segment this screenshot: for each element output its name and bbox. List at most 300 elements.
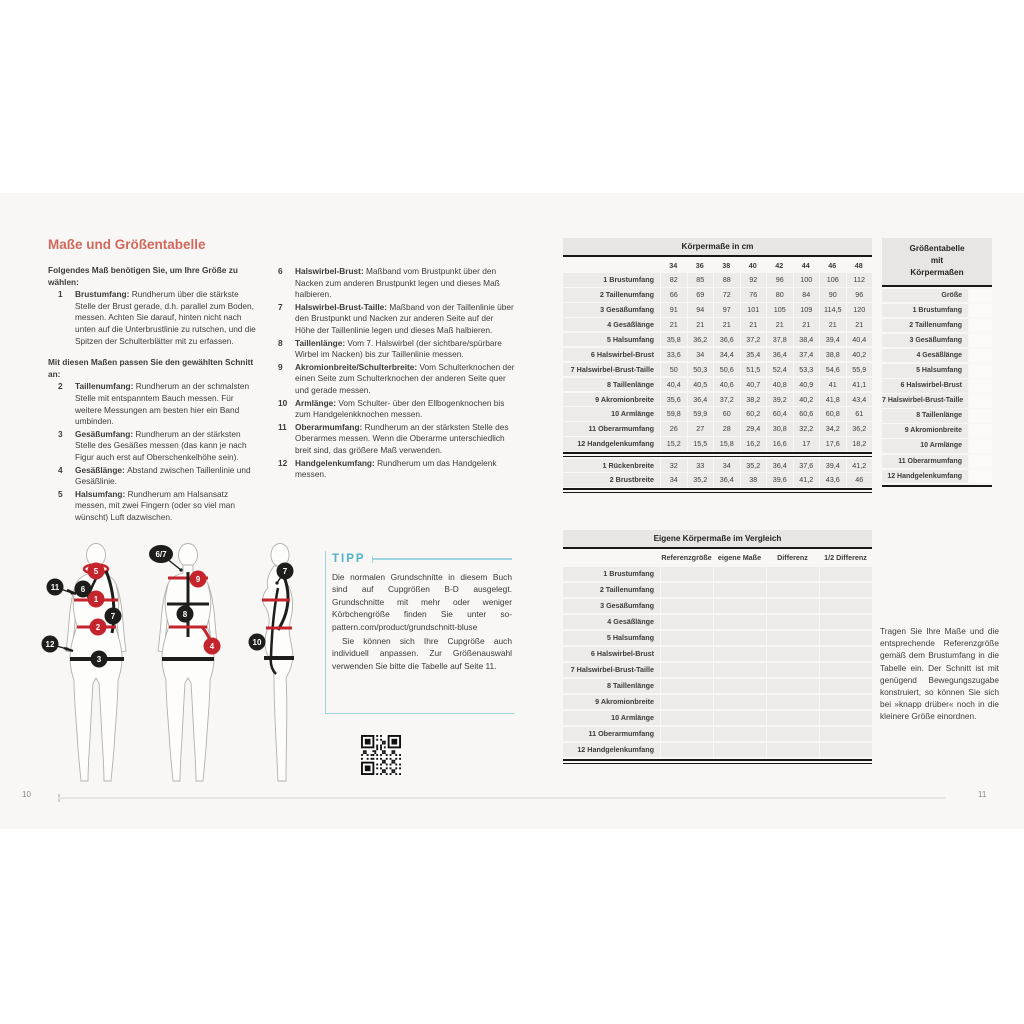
empty-fill-in-cell — [968, 304, 992, 318]
empty-fill-in-cell — [660, 679, 713, 694]
value-cell: 40,4 — [660, 378, 687, 391]
qr-module — [376, 764, 378, 766]
figure-badge-label: 7 — [282, 566, 288, 576]
instruction-item — [48, 381, 261, 427]
qr-module — [384, 743, 386, 745]
size-header-cell: 46 — [828, 260, 837, 270]
instruction-item — [48, 289, 261, 347]
qr-module — [372, 750, 374, 752]
value-cell: 72 — [713, 288, 740, 301]
column-header-cell: Referenzgröße — [661, 552, 712, 562]
figure-badge-label: 12 — [45, 639, 55, 649]
row-label-cell: 8 Taillenlänge — [563, 679, 660, 694]
instruction-number: 4 — [58, 464, 63, 475]
figure-badge-label: 4 — [209, 641, 215, 651]
value-cell: 36,4 — [687, 393, 714, 406]
qr-module — [374, 750, 376, 752]
value-cell: 21 — [713, 318, 740, 331]
value-cell: 41,8 — [819, 393, 846, 406]
size-header-cell: 38 — [722, 260, 731, 270]
value-cell: 34 — [687, 348, 714, 361]
row-label-cell: 2 Taillenumfang — [563, 288, 660, 301]
value-cell: 41,2 — [793, 473, 820, 486]
row-label-cell: 12 Handgelenkumfang — [563, 743, 660, 758]
value-cell: 76 — [740, 288, 767, 301]
qr-module — [374, 752, 376, 754]
value-cell: 82 — [660, 273, 687, 286]
qr-module — [365, 739, 371, 745]
page-number-left: 10 — [22, 790, 31, 799]
qr-module — [376, 745, 378, 747]
qr-module — [365, 750, 367, 752]
value-cell: 88 — [713, 273, 740, 286]
value-cell: 33 — [687, 459, 714, 472]
qr-module — [395, 764, 397, 766]
qr-module — [380, 748, 382, 750]
row-label-cell: 12 Handgelenkumfang — [882, 470, 968, 484]
empty-fill-in-cell — [819, 631, 872, 646]
table-row — [882, 379, 992, 393]
measure-list-choose — [48, 289, 261, 347]
instruction-item — [48, 489, 261, 524]
qr-module — [390, 764, 392, 766]
qr-module — [380, 739, 382, 741]
value-cell: 60,4 — [766, 407, 793, 420]
empty-fill-in-cell — [819, 727, 872, 742]
qr-module — [363, 752, 365, 754]
instruction-number: 5 — [58, 488, 63, 499]
empty-fill-in-cell — [766, 727, 819, 742]
row-label-cell: 2 Brustbreite — [563, 473, 660, 486]
table-row — [563, 288, 872, 301]
value-cell: 84 — [793, 288, 820, 301]
value-cell: 59,8 — [660, 407, 687, 420]
qr-module — [393, 771, 395, 773]
value-cell: 36,2 — [687, 333, 714, 346]
value-cell: 41 — [819, 378, 846, 391]
empty-fill-in-cell — [660, 615, 713, 630]
instruction-text: Oberarmumfang: Rundherum an der stärksten Stelle des Oberarmes messen. Wenn die Oberarme unterschiedlich breit sind, das größere Maß verwenden. — [295, 421, 509, 455]
empty-fill-in-cell — [766, 743, 819, 758]
row-label-cell: 4 Gesäßlänge — [563, 318, 660, 331]
instruction-number: 10 — [278, 397, 288, 408]
empty-fill-in-cell — [660, 599, 713, 614]
empty-fill-in-cell — [660, 711, 713, 726]
qr-module — [393, 762, 395, 764]
qr-module — [382, 752, 384, 754]
value-cell: 21 — [819, 318, 846, 331]
instruction-text: Taillenumfang: Rundherum an der schmalsten Stelle mit entspanntem Bauch messen. Für weitere Messungen am besten hier ein Band umbinden. — [75, 381, 250, 427]
value-cell: 60 — [713, 407, 740, 420]
value-cell: 15,2 — [660, 437, 687, 450]
value-cell: 120 — [846, 303, 873, 316]
qr-module — [395, 767, 397, 769]
size-header-cell: 48 — [854, 260, 863, 270]
instruction-item — [268, 266, 515, 301]
empty-fill-in-cell — [713, 679, 766, 694]
value-cell: 29,4 — [740, 422, 767, 435]
qr-module — [399, 754, 401, 756]
empty-fill-in-cell — [713, 695, 766, 710]
empty-fill-in-cell — [660, 695, 713, 710]
table-groessentabelle-title: Größentabelle mit Körpermaßen — [882, 238, 992, 287]
value-cell: 21 — [740, 318, 767, 331]
value-cell: 18,2 — [846, 437, 873, 450]
qr-module — [399, 773, 401, 775]
qr-module — [399, 758, 401, 760]
table-row — [882, 349, 992, 363]
figure-badge-label: 2 — [95, 622, 101, 632]
instruction-item — [48, 465, 261, 488]
qr-module — [380, 746, 382, 748]
empty-fill-in-cell — [819, 583, 872, 598]
qr-module — [399, 764, 401, 766]
row-label-cell: 5 Halsumfang — [563, 333, 660, 346]
qr-module — [390, 754, 392, 756]
row-label-cell: 3 Gesäßumfang — [882, 334, 968, 348]
instruction-text: Taillenlänge: Vom 7. Halswirbel (der sichtbare/spürbare Wirbel im Nacken) bis zur Taillenlinie messen. — [295, 337, 502, 360]
row-label-cell: 2 Taillenumfang — [882, 319, 968, 333]
value-cell: 43,4 — [846, 393, 873, 406]
instruction-text: Akromionbreite/Schulterbreite: Vom Schulterknochen der einen Seite zum Schulterknochen der anderen Seite quer und gerade messen. — [295, 361, 515, 395]
empty-fill-in-cell — [713, 727, 766, 742]
page-title: Maße und Größentabelle — [48, 237, 206, 252]
table-bottom-border — [563, 759, 872, 764]
qr-module — [382, 743, 384, 745]
table-row — [882, 289, 992, 303]
value-cell: 85 — [687, 273, 714, 286]
qr-module — [376, 746, 378, 748]
table-row — [563, 599, 872, 614]
value-cell: 21 — [687, 318, 714, 331]
row-label-cell: 1 Rückenbreite — [563, 459, 660, 472]
qr-module — [386, 758, 388, 760]
empty-fill-in-cell — [660, 647, 713, 662]
empty-fill-in-cell — [968, 439, 992, 453]
qr-module — [376, 748, 378, 750]
instruction-item — [268, 338, 515, 361]
qr-module — [376, 739, 378, 741]
value-cell: 60,6 — [793, 407, 820, 420]
value-cell: 35,2 — [740, 459, 767, 472]
qr-module — [361, 754, 363, 756]
instruction-item — [268, 422, 515, 457]
value-cell: 41,1 — [846, 378, 873, 391]
empty-fill-in-cell — [766, 711, 819, 726]
value-cell: 34 — [660, 473, 687, 486]
row-label-cell: 5 Halsumfang — [563, 631, 660, 646]
figure-badge-label: 11 — [50, 582, 60, 592]
instruction-item — [48, 429, 261, 464]
empty-fill-in-cell — [713, 743, 766, 758]
empty-fill-in-cell — [968, 289, 992, 303]
value-cell: 16,2 — [740, 437, 767, 450]
corner-cell — [563, 551, 660, 566]
qr-module — [382, 760, 384, 762]
qr-module — [367, 754, 369, 756]
intro-adjust: Mit diesen Maßen passen Sie den gewählten Schnitt an: — [48, 357, 254, 379]
qr-module — [382, 769, 384, 771]
value-cell: 35,4 — [740, 348, 767, 361]
table-row — [882, 394, 992, 408]
badge-pointer-tip — [65, 647, 68, 650]
value-cell: 37,6 — [793, 459, 820, 472]
empty-fill-in-cell — [660, 727, 713, 742]
value-cell: 96 — [766, 273, 793, 286]
value-cell: 39,4 — [819, 459, 846, 472]
value-cell: 40,7 — [740, 378, 767, 391]
empty-fill-in-cell — [968, 424, 992, 438]
instruction-number: 1 — [58, 289, 63, 300]
value-cell: 26 — [660, 422, 687, 435]
table-row — [563, 743, 872, 758]
table-row — [563, 318, 872, 331]
qr-module — [380, 758, 382, 760]
value-cell: 94 — [687, 303, 714, 316]
table-row — [563, 727, 872, 742]
instruction-text: Handgelenkumfang: Rundherum um das Handgelenk messen. — [295, 457, 497, 480]
value-cell: 17 — [793, 437, 820, 450]
qr-module — [372, 758, 374, 760]
size-header-cell: 42 — [775, 260, 784, 270]
empty-fill-in-cell — [766, 663, 819, 678]
table-groessentabelle — [882, 238, 992, 487]
row-label-cell: 7 Halswirbel-Brust-Taille — [563, 363, 660, 376]
tip-box — [325, 551, 515, 714]
empty-fill-in-cell — [819, 647, 872, 662]
value-cell: 17,6 — [819, 437, 846, 450]
qr-module — [380, 754, 382, 756]
table-section-separator — [563, 452, 872, 457]
value-cell: 36,4 — [766, 459, 793, 472]
row-label-cell: 6 Halswirbel-Brust — [563, 348, 660, 361]
qr-module — [371, 758, 373, 760]
value-cell: 40,2 — [793, 393, 820, 406]
qr-code — [361, 735, 401, 775]
row-label-cell: 11 Oberarmumfang — [563, 422, 660, 435]
table-vergleich — [563, 530, 872, 764]
qr-module — [391, 750, 393, 752]
value-cell: 90 — [819, 288, 846, 301]
table-row — [882, 334, 992, 348]
column-header-cell: 1/2 Differenz — [824, 552, 867, 562]
qr-module — [393, 760, 395, 762]
tip-paragraph-2: Sie können sich Ihre Cupgröße auch individuell anpassen. Zur Größenauswahl verwenden Sie bitte die Tabelle auf Seite 11. — [332, 636, 512, 671]
table-bottom-border — [882, 485, 992, 487]
value-cell: 35,8 — [660, 333, 687, 346]
table-row — [882, 319, 992, 333]
instructions-column-right — [268, 265, 515, 481]
row-label-cell: 8 Taillenlänge — [882, 409, 968, 423]
empty-fill-in-cell — [819, 567, 872, 582]
value-cell: 52,4 — [766, 363, 793, 376]
empty-fill-in-cell — [819, 743, 872, 758]
value-cell: 39,6 — [766, 473, 793, 486]
row-label-cell: 6 Halswirbel-Brust — [563, 647, 660, 662]
row-label-cell: 1 Brustumfang — [563, 567, 660, 582]
instruction-item — [268, 398, 515, 421]
note-paragraph: Tragen Sie Ihre Maße und die entsprechende Referenzgröße gemäß dem Brustumfang in die Tabelle ein. Der Schnitt ist mit genügend Bewegungszugabe konstruiert, so können Sie sich bei »knapp drüber« noch in die kleinere Größe einordnen. — [880, 626, 999, 722]
qr-module — [376, 758, 378, 760]
table-row — [563, 407, 872, 420]
row-label-cell: 9 Akromionbreite — [563, 393, 660, 406]
value-cell: 28 — [713, 422, 740, 435]
page-number-right: 11 — [978, 790, 987, 799]
qr-module — [395, 773, 397, 775]
empty-fill-in-cell — [766, 679, 819, 694]
qr-module — [391, 769, 393, 771]
empty-fill-in-cell — [713, 647, 766, 662]
value-cell: 35,6 — [660, 393, 687, 406]
qr-module — [399, 767, 401, 769]
value-cell: 112 — [846, 273, 873, 286]
instruction-text: Halswirbel-Brust-Taille: Maßband von der Taillenlinie über den Brustpunkt und Nacken zur anderen Seite auf der Höhe der Taillenlinie legen und dieses Maß halbieren. — [295, 301, 514, 335]
row-label-cell: 2 Taillenumfang — [563, 583, 660, 598]
row-label-cell: 5 Halsumfang — [882, 364, 968, 378]
empty-fill-in-cell — [713, 567, 766, 582]
empty-fill-in-cell — [660, 567, 713, 582]
figure-badge-label: 6/7 — [155, 549, 167, 559]
empty-fill-in-cell — [766, 631, 819, 646]
instruction-number: 2 — [58, 381, 63, 392]
table-bottom-border — [563, 488, 872, 493]
empty-fill-in-cell — [660, 663, 713, 678]
row-label-cell: 12 Handgelenkumfang — [563, 437, 660, 450]
instruction-number: 7 — [278, 301, 283, 312]
qr-module — [390, 767, 392, 769]
qr-module — [365, 752, 367, 754]
value-cell: 106 — [819, 273, 846, 286]
column-header-cell: Differenz — [777, 552, 808, 562]
qr-module — [393, 752, 395, 754]
value-cell: 16,6 — [766, 437, 793, 450]
table-koerpermasse — [563, 238, 872, 493]
qr-module — [376, 754, 378, 756]
qr-module — [376, 735, 378, 737]
empty-fill-in-cell — [968, 334, 992, 348]
value-cell: 36,4 — [713, 473, 740, 486]
qr-module — [390, 758, 392, 760]
empty-fill-in-cell — [660, 631, 713, 646]
qr-module — [393, 769, 395, 771]
qr-module — [376, 767, 378, 769]
empty-fill-in-cell — [660, 743, 713, 758]
empty-fill-in-cell — [660, 583, 713, 598]
value-cell: 80 — [766, 288, 793, 301]
value-cell: 50 — [660, 363, 687, 376]
value-cell: 39,4 — [819, 333, 846, 346]
instruction-number: 8 — [278, 337, 283, 348]
row-label-cell: 10 Armlänge — [882, 439, 968, 453]
value-cell: 40,6 — [713, 378, 740, 391]
size-header-cell: 36 — [695, 260, 704, 270]
figure-badge-label: 8 — [182, 609, 188, 619]
empty-fill-in-cell — [766, 583, 819, 598]
value-cell: 37,4 — [793, 348, 820, 361]
table-row — [563, 473, 872, 486]
qr-module — [391, 771, 393, 773]
empty-fill-in-cell — [713, 663, 766, 678]
empty-fill-in-cell — [713, 615, 766, 630]
instruction-text: Halswirbel-Brust: Maßband vom Brustpunkt über den Nacken zum anderen Brustpunkt legen und dieses Maß halbieren. — [295, 266, 500, 300]
column-header-row — [563, 551, 872, 566]
qr-module — [382, 771, 384, 773]
qr-module — [384, 762, 386, 764]
measure-list-right — [268, 266, 515, 481]
footer-rule — [58, 797, 946, 799]
size-header-cell: 40 — [748, 260, 757, 270]
row-label-cell: 7 Halswirbel-Brust-Taille — [563, 663, 660, 678]
row-label-cell: 7 Halswirbel-Brust-Taille — [882, 394, 968, 408]
qr-module — [380, 767, 382, 769]
row-label-cell: 3 Gesäßumfang — [563, 303, 660, 316]
empty-fill-in-cell — [819, 711, 872, 726]
qr-module — [395, 758, 397, 760]
table-row — [563, 422, 872, 435]
value-cell: 32 — [660, 459, 687, 472]
empty-fill-in-cell — [819, 679, 872, 694]
value-cell: 34,2 — [819, 422, 846, 435]
value-cell: 69 — [687, 288, 714, 301]
value-cell: 60,8 — [819, 407, 846, 420]
qr-module — [391, 760, 393, 762]
instruction-text: Armlänge: Vom Schulter- über den Ellbogenknochen bis zum Handgelenkknochen messen. — [295, 397, 505, 420]
figure-badge-label: 7 — [110, 611, 116, 621]
value-cell: 50,3 — [687, 363, 714, 376]
qr-module — [393, 750, 395, 752]
badge-pointer-tip — [179, 568, 182, 571]
instruction-text: Gesäßumfang: Rundherum an der stärksten Stelle des Gesäßes messen (das kann je nach Figur auch erst auf Oberschenkelhöhe sein). — [75, 428, 247, 462]
qr-module — [384, 741, 386, 743]
table-row — [563, 711, 872, 726]
qr-module — [395, 754, 397, 756]
figure-badge-label: 5 — [93, 566, 99, 576]
column-header-cell: eigene Maße — [717, 552, 762, 562]
value-cell: 40,8 — [766, 378, 793, 391]
table-row — [563, 647, 872, 662]
value-cell: 40,5 — [687, 378, 714, 391]
tip-rule — [372, 558, 512, 560]
table-row — [563, 437, 872, 450]
value-cell: 38,2 — [740, 393, 767, 406]
value-cell: 60,2 — [740, 407, 767, 420]
empty-fill-in-cell — [968, 455, 992, 469]
row-label-cell: 9 Akromionbreite — [563, 695, 660, 710]
value-cell: 40,4 — [846, 333, 873, 346]
tip-paragraph-1: Die normalen Grundschnitte in diesem Buch sind auf Cupgrößen B-D ausgelegt. Grundschnitte mit mehr oder weniger Körbchengröße finden Sie unter so-pattern.com/product/grundschnitt-bluse — [332, 572, 512, 632]
table-row — [563, 348, 872, 361]
empty-fill-in-cell — [766, 647, 819, 662]
value-cell: 101 — [740, 303, 767, 316]
instruction-text: Gesäßlänge: Abstand zwischen Taillenlinie und Gesäßlinie. — [75, 464, 251, 487]
instruction-item — [268, 302, 515, 337]
measure-list-adjust — [48, 381, 261, 523]
page-background — [0, 193, 1024, 829]
empty-fill-in-cell — [968, 379, 992, 393]
qr-module — [384, 769, 386, 771]
value-cell: 35,2 — [687, 473, 714, 486]
value-cell: 61 — [846, 407, 873, 420]
table-row — [882, 455, 992, 469]
empty-fill-in-cell — [713, 711, 766, 726]
value-cell: 40,2 — [846, 348, 873, 361]
table-row — [563, 615, 872, 630]
qr-module — [380, 745, 382, 747]
value-cell: 34,4 — [713, 348, 740, 361]
empty-fill-in-cell — [766, 615, 819, 630]
value-cell: 97 — [713, 303, 740, 316]
table-row — [563, 663, 872, 678]
